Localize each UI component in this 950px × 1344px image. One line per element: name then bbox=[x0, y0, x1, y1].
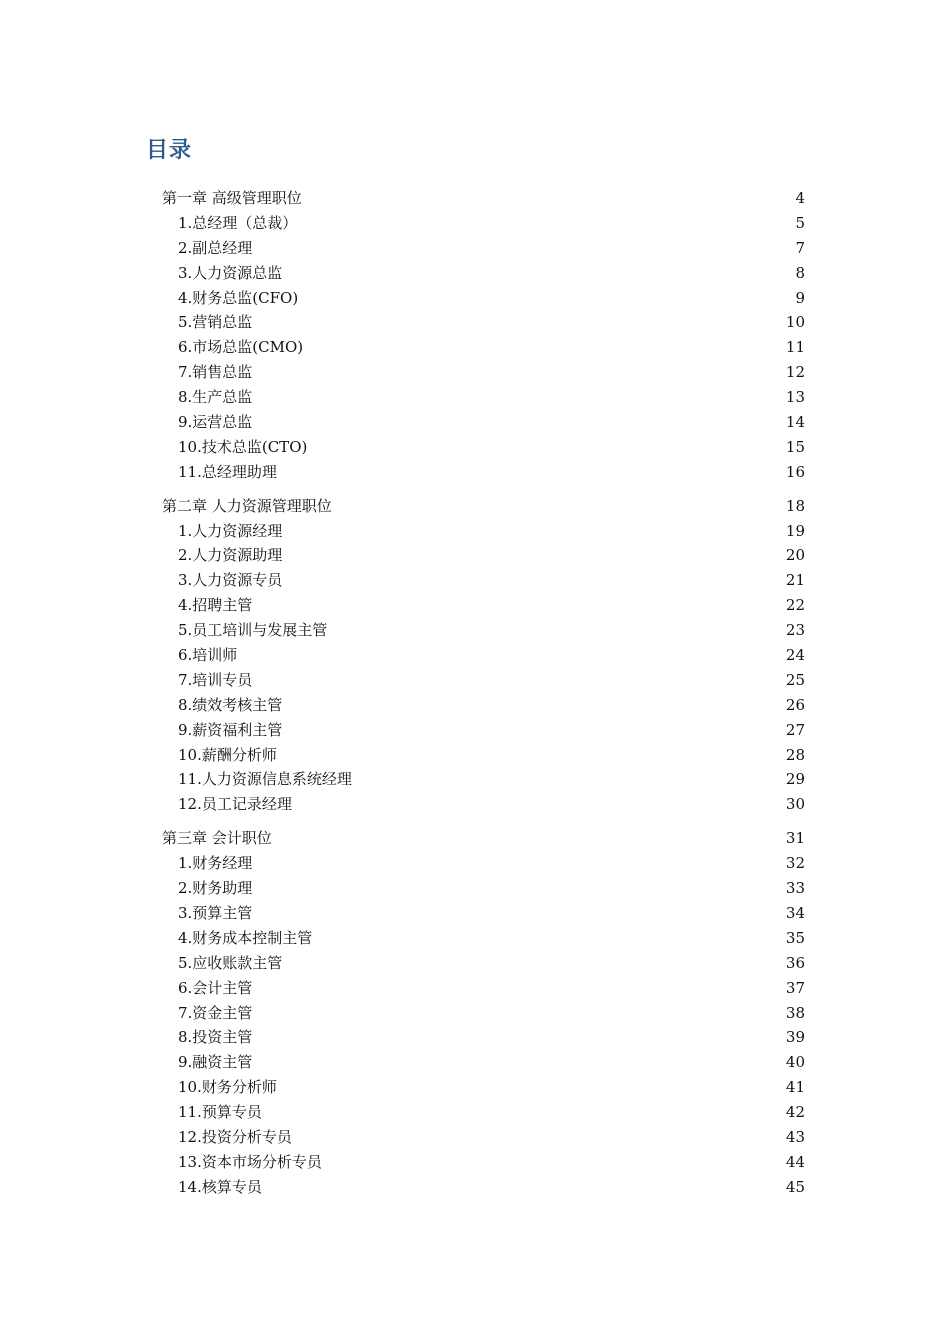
toc-page-number: 30 bbox=[785, 795, 805, 814]
toc-page-number: 20 bbox=[785, 546, 805, 565]
toc-entry-title: 12.投资分析专员 bbox=[178, 1127, 292, 1146]
toc-entry-title: 13.资本市场分析专员 bbox=[178, 1152, 322, 1171]
toc-page-number: 5 bbox=[795, 213, 805, 232]
toc-entry-title: 1.财务经理 bbox=[178, 854, 253, 873]
toc-page-number: 41 bbox=[785, 1078, 805, 1097]
toc-page-number: 4 bbox=[795, 189, 805, 207]
toc-page-number: 33 bbox=[785, 879, 805, 898]
toc-entry-title: 2.人力资源助理 bbox=[178, 546, 283, 565]
toc-entry[interactable] bbox=[0, 792, 950, 817]
toc-entry-title: 7.培训专员 bbox=[178, 670, 253, 689]
toc-entry-title: 2.副总经理 bbox=[178, 238, 253, 257]
toc-chapter-entry[interactable] bbox=[0, 186, 950, 211]
table-of-contents bbox=[0, 186, 950, 1209]
toc-entry[interactable] bbox=[0, 743, 950, 768]
toc-page-number: 31 bbox=[785, 829, 805, 848]
toc-entry-title: 10.财务分析师 bbox=[178, 1078, 277, 1097]
toc-entry[interactable] bbox=[0, 1050, 950, 1075]
toc-entry-title: 12.员工记录经理 bbox=[178, 795, 292, 814]
toc-page-number: 28 bbox=[785, 745, 805, 764]
toc-page-number: 26 bbox=[785, 695, 805, 714]
toc-entry[interactable] bbox=[0, 618, 950, 643]
toc-entry[interactable] bbox=[0, 360, 950, 385]
toc-page-number: 21 bbox=[785, 571, 805, 590]
toc-entry-title: 3.人力资源总监 bbox=[178, 263, 283, 282]
toc-entry-title: 3.人力资源专员 bbox=[178, 571, 283, 590]
toc-chapter bbox=[0, 826, 950, 1199]
toc-entry[interactable] bbox=[0, 951, 950, 976]
toc-entry[interactable] bbox=[0, 876, 950, 901]
toc-entry[interactable] bbox=[0, 460, 950, 485]
toc-page-number: 44 bbox=[785, 1152, 805, 1171]
toc-chapter-entry[interactable] bbox=[0, 826, 950, 851]
toc-entry-title: 4.财务总监(CFO) bbox=[178, 288, 299, 307]
toc-page-number: 15 bbox=[785, 437, 805, 456]
toc-entry[interactable] bbox=[0, 1025, 950, 1050]
toc-entry[interactable] bbox=[0, 286, 950, 311]
toc-entry[interactable] bbox=[0, 410, 950, 435]
toc-page-number: 39 bbox=[785, 1028, 805, 1047]
toc-page-number: 25 bbox=[785, 670, 805, 689]
toc-chapter-entry[interactable] bbox=[0, 494, 950, 519]
toc-page-number: 37 bbox=[785, 978, 805, 997]
toc-entry[interactable] bbox=[0, 1100, 950, 1125]
toc-entry-title: 6.会计主管 bbox=[178, 978, 253, 997]
toc-entry-title: 9.薪资福利主管 bbox=[178, 720, 283, 739]
toc-entry[interactable] bbox=[0, 593, 950, 618]
toc-entry[interactable] bbox=[0, 1125, 950, 1150]
toc-entry-title: 5.应收账款主管 bbox=[178, 953, 283, 972]
toc-entry[interactable] bbox=[0, 976, 950, 1001]
toc-entry-title: 1.总经理（总裁） bbox=[178, 213, 298, 232]
toc-page-number: 11 bbox=[785, 338, 805, 357]
toc-page-number: 19 bbox=[785, 521, 805, 540]
toc-entry[interactable] bbox=[0, 668, 950, 693]
toc-entry-title: 9.融资主管 bbox=[178, 1053, 253, 1072]
toc-page-number: 42 bbox=[785, 1103, 805, 1122]
toc-entry[interactable] bbox=[0, 1150, 950, 1175]
toc-entry-title: 9.运营总监 bbox=[178, 413, 253, 432]
toc-entry-title: 1.人力资源经理 bbox=[178, 521, 283, 540]
toc-entry-title: 4.财务成本控制主管 bbox=[178, 928, 313, 947]
toc-entry[interactable] bbox=[0, 435, 950, 460]
toc-chapter-title: 第三章 会计职位 bbox=[162, 829, 272, 848]
toc-entry[interactable] bbox=[0, 335, 950, 360]
toc-entry-title: 5.员工培训与发展主管 bbox=[178, 621, 328, 640]
toc-page-number: 7 bbox=[795, 238, 805, 257]
toc-entry[interactable] bbox=[0, 236, 950, 261]
toc-entry[interactable] bbox=[0, 261, 950, 286]
toc-page-number: 43 bbox=[785, 1127, 805, 1146]
toc-page-number: 8 bbox=[795, 263, 805, 282]
toc-entry[interactable] bbox=[0, 851, 950, 876]
toc-entry[interactable] bbox=[0, 767, 950, 792]
toc-page-number: 34 bbox=[785, 903, 805, 922]
toc-entry[interactable] bbox=[0, 519, 950, 544]
toc-chapter-title: 第二章 人力资源管理职位 bbox=[162, 496, 332, 515]
toc-page-number: 10 bbox=[785, 313, 805, 332]
toc-entry-title: 11.总经理助理 bbox=[178, 462, 277, 481]
toc-page-number: 18 bbox=[785, 496, 805, 515]
toc-page-number: 40 bbox=[785, 1053, 805, 1072]
toc-page-number: 9 bbox=[795, 288, 805, 307]
toc-entry-title: 8.生产总监 bbox=[178, 388, 253, 407]
toc-entry-title: 8.投资主管 bbox=[178, 1028, 253, 1047]
toc-page-number: 29 bbox=[785, 770, 805, 789]
toc-entry-title: 4.招聘主管 bbox=[178, 596, 253, 615]
toc-page-number: 23 bbox=[785, 621, 805, 640]
toc-entry-title: 6.培训师 bbox=[178, 646, 238, 665]
toc-entry[interactable] bbox=[0, 693, 950, 718]
toc-page-number: 22 bbox=[785, 596, 805, 615]
toc-entry-title: 10.薪酬分析师 bbox=[178, 745, 277, 764]
toc-page-number: 35 bbox=[785, 928, 805, 947]
toc-entry[interactable] bbox=[0, 1075, 950, 1100]
toc-entry-title: 14.核算专员 bbox=[178, 1177, 262, 1196]
toc-chapter bbox=[0, 186, 950, 485]
toc-entry-title: 5.营销总监 bbox=[178, 313, 253, 332]
toc-page-number: 27 bbox=[785, 720, 805, 739]
toc-entry[interactable] bbox=[0, 901, 950, 926]
toc-entry-title: 2.财务助理 bbox=[178, 879, 253, 898]
toc-heading: 目录 bbox=[146, 138, 193, 163]
toc-page-number: 12 bbox=[785, 363, 805, 382]
toc-entry-title: 10.技术总监(CTO) bbox=[178, 437, 308, 456]
toc-entry[interactable] bbox=[0, 1001, 950, 1026]
toc-chapter bbox=[0, 494, 950, 818]
toc-page-number: 14 bbox=[785, 413, 805, 432]
toc-entry[interactable] bbox=[0, 643, 950, 668]
toc-entry-title: 3.预算主管 bbox=[178, 903, 253, 922]
toc-entry[interactable] bbox=[0, 568, 950, 593]
toc-page-number: 45 bbox=[785, 1177, 805, 1196]
toc-entry-title: 7.资金主管 bbox=[178, 1003, 253, 1022]
toc-entry[interactable] bbox=[0, 718, 950, 743]
toc-page-number: 38 bbox=[785, 1003, 805, 1022]
toc-entry-title: 7.销售总监 bbox=[178, 363, 253, 382]
toc-entry[interactable] bbox=[0, 385, 950, 410]
toc-page-number: 13 bbox=[785, 388, 805, 407]
toc-entry-title: 6.市场总监(CMO) bbox=[178, 338, 304, 357]
toc-entry-title: 11.人力资源信息系统经理 bbox=[178, 770, 352, 789]
toc-page-number: 16 bbox=[785, 462, 805, 481]
toc-page-number: 32 bbox=[785, 854, 805, 873]
toc-entry-title: 8.绩效考核主管 bbox=[178, 695, 283, 714]
toc-chapter-title: 第一章 高级管理职位 bbox=[162, 189, 302, 207]
toc-page-number: 36 bbox=[785, 953, 805, 972]
toc-entry[interactable] bbox=[0, 211, 950, 236]
toc-entry[interactable] bbox=[0, 543, 950, 568]
toc-entry[interactable] bbox=[0, 926, 950, 951]
toc-page-number: 24 bbox=[785, 646, 805, 665]
toc-entry[interactable] bbox=[0, 310, 950, 335]
toc-entry[interactable] bbox=[0, 1175, 950, 1200]
toc-entry-title: 11.预算专员 bbox=[178, 1103, 262, 1122]
